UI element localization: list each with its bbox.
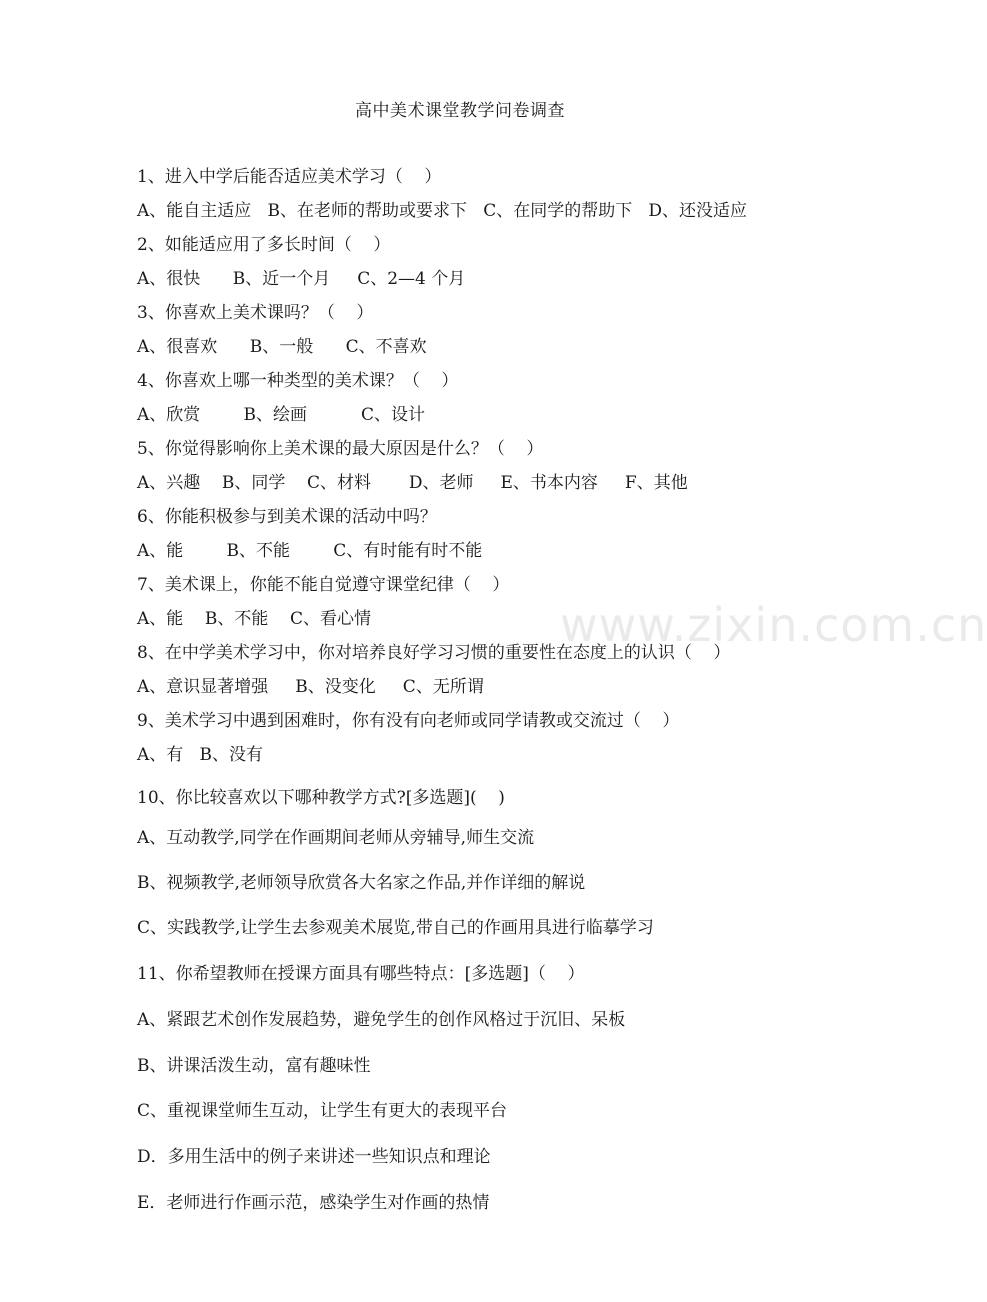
watermark: www.zixin.com.cn — [560, 598, 987, 652]
question-5-options: A、兴趣 B、同学 C、材料 D、老师 E、书本内容 F、其他 — [137, 473, 688, 493]
question-7-options: A、能 B、不能 C、看心情 — [137, 609, 372, 629]
question-4: 4、你喜欢上哪一种类型的美术课？（ ） — [137, 371, 459, 391]
question-1-options: A、能自主适应 B、在老师的帮助或要求下 C、在同学的帮助下 D、还没适应 — [137, 201, 748, 221]
question-11-option-b: B、讲课活泼生动，富有趣味性 — [137, 1056, 371, 1076]
question-11: 11、你希望教师在授课方面具有哪些特点：[多选题]（ ） — [137, 964, 585, 984]
question-6: 6、你能积极参与到美术课的活动中吗？ — [137, 507, 437, 527]
question-1: 1、进入中学后能否适应美术学习（ ） — [137, 167, 442, 187]
question-9: 9、美术学习中遇到困难时，你有没有向老师或同学请教或交流过（ ） — [137, 711, 680, 731]
question-11-option-a: A、紧跟艺术创作发展趋势，避免学生的创作风格过于沉旧、呆板 — [137, 1010, 626, 1030]
question-11-option-e: E．老师进行作画示范，感染学生对作画的热情 — [137, 1193, 490, 1213]
question-2: 2、如能适应用了多长时间（ ） — [137, 235, 391, 255]
question-3: 3、你喜欢上美术课吗？（ ） — [137, 303, 374, 323]
question-10: 10、你比较喜欢以下哪种教学方式?[多选题]( ) — [137, 788, 505, 808]
question-9-options: A、有 B、没有 — [137, 745, 263, 765]
question-5: 5、你觉得影响你上美术课的最大原因是什么？（ ） — [137, 439, 544, 459]
question-10-option-b: B、视频教学,老师领导欣赏各大名家之作品,并作详细的解说 — [137, 873, 586, 893]
document-title: 高中美术课堂教学问卷调查 — [355, 101, 565, 121]
question-2-options: A、很快 B、近一个月 C、2—4 个月 — [137, 269, 466, 289]
question-8: 8、在中学美术学习中，你对培养良好学习习惯的重要性在态度上的认识（ ） — [137, 643, 731, 663]
question-8-options: A、意识显著增强 B、没变化 C、无所谓 — [137, 677, 484, 697]
question-10-option-a: A、互动教学,同学在作画期间老师从旁辅导,师生交流 — [137, 828, 535, 848]
question-4-options: A、欣赏 B、绘画 C、设计 — [137, 405, 426, 425]
question-3-options: A、很喜欢 B、一般 C、不喜欢 — [137, 337, 427, 357]
question-6-options: A、能 B、不能 C、有时能有时不能 — [137, 541, 483, 561]
question-11-option-c: C、重视课堂师生互动，让学生有更大的表现平台 — [137, 1101, 508, 1121]
question-7: 7、美术课上，你能不能自觉遵守课堂纪律（ ） — [137, 575, 510, 595]
question-10-option-c: C、实践教学,让学生去参观美术展览,带自己的作画用具进行临摹学习 — [137, 918, 654, 938]
question-11-option-d: D．多用生活中的例子来讲述一些知识点和理论 — [137, 1147, 491, 1167]
